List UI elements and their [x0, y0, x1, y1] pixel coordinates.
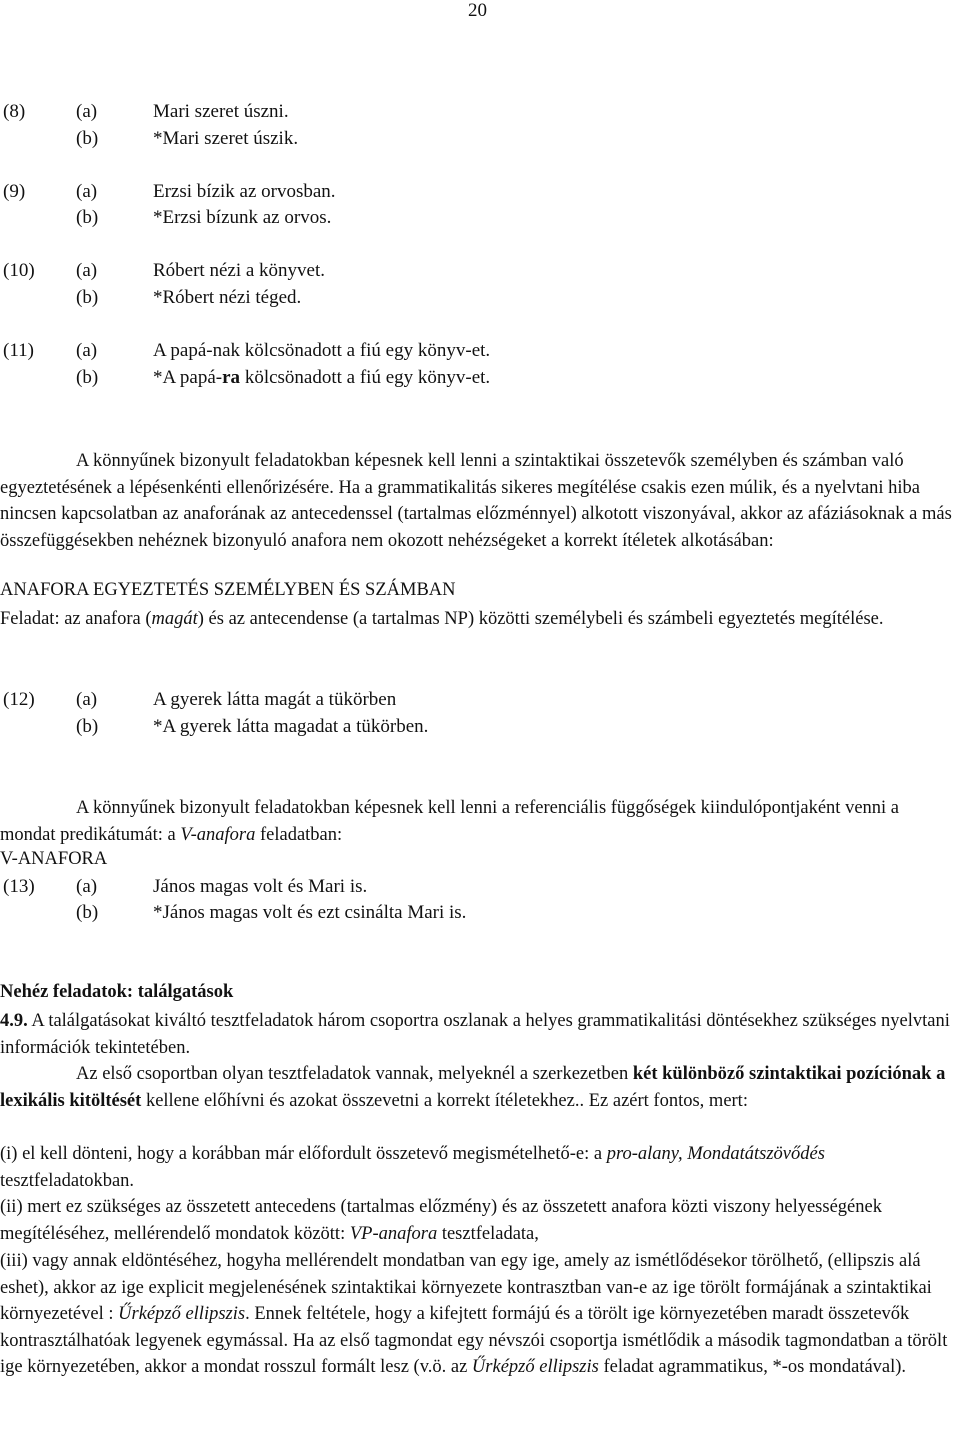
example-sentence: Mari szeret úszni.	[153, 101, 289, 122]
paragraph-agreement: A könnyűnek bizonyult feladatokban képesnek kell lenni a szintaktikai összetevők személyben és számban való egyeztetésének a lépésenkénti ellenőrizésére. Ha a grammatikalitás sikeres megítélése csakis ezen múlik, és a nyelvtani hiba nincsen kapcsolatban az anaforának az antecedenssel (tartalmas előzménnyel) alkotott viszonyával, akkor az afáziásoknak a más összefüggésekben nehéznek bizonyuló anafora nem okozott nehézségeket a korrekt ítéletek alkotásában:	[0, 451, 952, 551]
example-label: (b)	[76, 207, 99, 228]
paragraph-v-anafora: A könnyűnek bizonyult feladatokban képesnek kell lenni a referenciális függőségek kiindulópontjaként venni a mondat predikátumát: a V-anafora feladatban:	[0, 798, 900, 845]
section-title: Nehéz feladatok: találgatások	[0, 982, 234, 1002]
example-sentence: *Mari szeret úszik.	[153, 128, 299, 149]
example-label: (a)	[76, 340, 98, 361]
example-label: (a)	[76, 689, 98, 710]
heading-v-anafora: V-ANAFORA	[0, 849, 108, 869]
example-sentence: *Erzsi bízunk az orvos.	[153, 207, 332, 228]
section-4-9-intro: 4.9. A találgatásokat kiváltó tesztfeladatok három csoportra oszlanak a helyes grammatikalitási döntésekhez szükséges nyelvtani információk tekintetében.	[0, 1011, 950, 1058]
example-number: (13)	[3, 876, 35, 897]
example-number: (10)	[3, 260, 35, 281]
example-sentence: Róbert nézi a könyvet.	[153, 260, 326, 281]
example-sentence: *János magas volt és ezt csinálta Mari is.	[153, 902, 467, 923]
task-description: Feladat: az anafora (magát) és az antecendense (a tartalmas NP) közötti személybeli és számbeli egyeztetés megítélése.	[0, 609, 884, 629]
example-number: (11)	[3, 340, 34, 361]
example-label: (b)	[76, 128, 99, 149]
example-sentence: János magas volt és Mari is.	[153, 876, 368, 897]
example-sentence: A gyerek látta magát a tükörben	[153, 689, 397, 710]
example-label: (b)	[76, 902, 99, 923]
example-label: (b)	[76, 716, 99, 737]
example-number: (9)	[3, 181, 26, 202]
example-number: (12)	[3, 689, 35, 710]
example-label: (a)	[76, 101, 98, 122]
heading-anafora: ANAFORA EGYEZTETÉS SZEMÉLYBEN ÉS SZÁMBAN	[0, 580, 456, 600]
example-label: (a)	[76, 260, 98, 281]
page-number: 20	[468, 0, 487, 21]
example-label: (b)	[76, 287, 99, 308]
example-sentence: *Róbert nézi téged.	[153, 287, 302, 308]
example-number: (8)	[3, 101, 26, 122]
example-label: (a)	[76, 181, 98, 202]
paragraph-first-group: Az első csoportban olyan tesztfeladatok vannak, melyeknél a szerkezetben két különböző szintaktikai pozíciónak a lexikális kitöltését kellene előhívni és azokat összevetni a korrekt ítéletekhez.. Ez azért fontos, mert:	[0, 1064, 946, 1111]
example-sentence: *A papá-ra kölcsönadott a fiú egy könyv-et.	[153, 367, 491, 388]
example-sentence: *A gyerek látta magadat a tükörben.	[153, 716, 429, 737]
example-label: (b)	[76, 367, 99, 388]
example-sentence: Erzsi bízik az orvosban.	[153, 181, 336, 202]
example-sentence: A papá-nak kölcsönadott a fiú egy könyv-et.	[153, 340, 491, 361]
item-ii: (ii) mert ez szükséges az összetett antecedens (tartalmas előzmény) és az összetett anafora közti viszony helyességének megítéléséhez, mellérendelő mondatok között: VP-anafora tesztfeladata,	[0, 1197, 882, 1244]
example-label: (a)	[76, 876, 98, 897]
item-iii: (iii) vagy annak eldöntéséhez, hogyha mellérendelt mondatban van egy ige, amely az ismétlődésekor törölhető, (ellipszis alá eshet), akkor az ige explicit megjelenésének szintaktikai környezete kontrasztban van-e az ige törölt formájának a szintaktikai környezetével : Űrképző ellipszis. Ennek feltétele, hogy a kifejtett formájú és a törölt ige környezetében maradt összetevők kontrasztálhatóak legyenek egymással. Ha az első tagmondat egy névszói csoportja ismétlődik a második tagmondatban a törölt ige környezetében, akkor a mondat rosszul formált lesz (v.ö. az Űrképző ellipszis feladat agrammatikus, *-os mondatával).	[0, 1251, 948, 1377]
item-i: (i) el kell dönteni, hogy a korábban már előfordult összetevő megismételhető-e: a pro-alany, Mondatátszövődés tesztfeladatokban.	[0, 1144, 825, 1191]
